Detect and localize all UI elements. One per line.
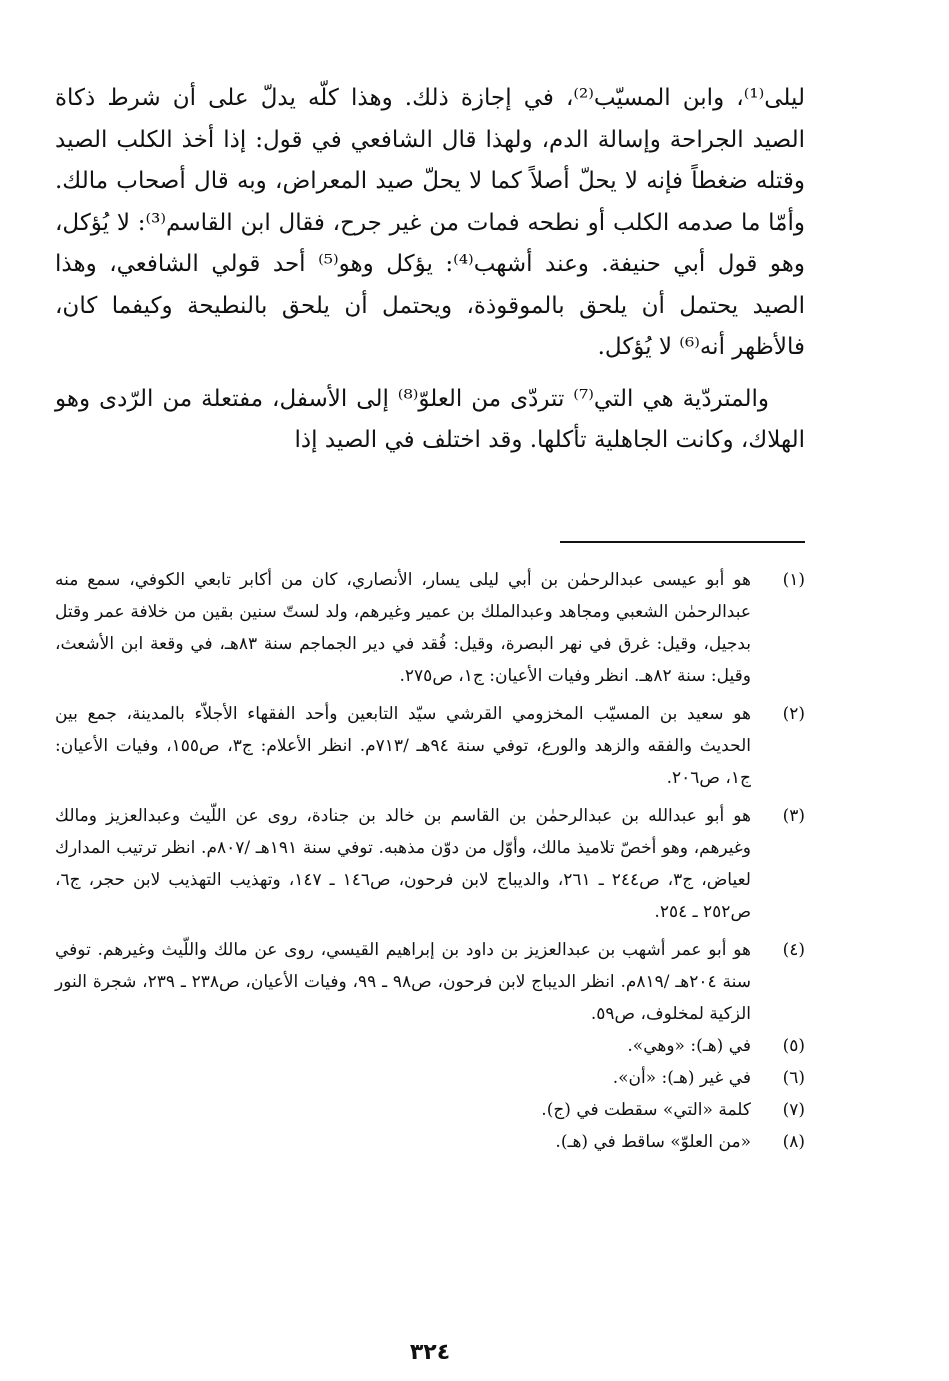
- footnote-4: [55, 934, 805, 1030]
- footnote-8: [55, 1126, 805, 1158]
- footnote-number: (٤): [782, 940, 805, 960]
- footnote-number: (٥): [782, 1036, 805, 1056]
- footnote-text: هو أبو عمر أشهب بن عبدالعزيز بن داود بن إبراهيم القيسي، روى عن مالك واللّيث وغيرهم. توفي سنة ٢٠٤هـ /٨١٩م. انظر الديباج لابن فرحون، ص٩٨ ـ ٩٩، وفيات الأعيان، ص٢٣٨ ـ ٢٣٩، شجرة النور الزكية لمخلوف، ص٥٩.: [55, 940, 751, 1024]
- footnote-number: (٧): [782, 1100, 805, 1120]
- footnote-3: [55, 800, 805, 928]
- paragraph-1: ليلى⁽¹⁾، وابن المسيّب⁽²⁾، في إجازة ذلك. وهذا كلّه يدلّ على أن شرط ذكاة الصيد الجراحة وإسالة الدم، ولهذا قال الشافعي في قول: إذا أخذ الكلب الصيد وقتله ضغطاً فإنه لا يحلّ أصلاً كما لا يحلّ صيد المعراض، وبه قال أصحاب مالك. وأمّا ما صدمه الكلب أو نطحه فمات من غير جرح، فقال ابن القاسم⁽³⁾: لا يُؤكل، وهو قول أبي حنيفة. وعند أشهب⁽⁴⁾: يؤكل وهو⁽⁵⁾ أحد قولي الشافعي، وهذا الصيد يحتمل أن يلحق بالموقوذة، ويحتمل أن يلحق بالنطيحة وكيفما كان، فالأظهر أنه⁽⁶⁾ لا يُؤكل.: [55, 85, 805, 360]
- main-text: [55, 78, 805, 462]
- footnote-text: «من العلوّ» ساقط في (هـ).: [555, 1132, 751, 1152]
- footnote-number: (٦): [782, 1068, 805, 1088]
- footnote-text: هو سعيد بن المسيّب المخزومي القرشي سيّد التابعين وأحد الفقهاء الأجلاّء بالمدينة، جمع بين الحديث والفقه والزهد والورع، توفي سنة ٩٤هـ /٧١٣م. انظر الأعلام: ج٣، ص١٥٥، وفيات الأعيان: ج١، ص٢٠٦.: [55, 704, 751, 788]
- footnote-2: [55, 698, 805, 794]
- footnote-7: [55, 1094, 805, 1126]
- footnote-text: في (هـ): «وهي».: [627, 1036, 751, 1056]
- footnote-number: (٣): [782, 806, 805, 826]
- footnote-text: في غير (هـ): «أن».: [612, 1068, 751, 1088]
- footnotes: [55, 564, 805, 1158]
- footnote-6: [55, 1062, 805, 1094]
- footnote-1: [55, 564, 805, 692]
- footnote-number: (١): [782, 570, 805, 590]
- footnote-separator: [560, 541, 805, 543]
- book-page: [55, 78, 805, 1368]
- footnote-text: كلمة «التي» سقطت في (ج).: [541, 1100, 751, 1120]
- footnote-number: (٨): [782, 1132, 805, 1152]
- paragraph-2: والمتردّية هي التي⁽⁷⁾ تتردّى من العلوّ⁽⁸⁾ إلى الأسفل، مفتعلة من الرّدى وهو الهلاك، وكانت الجاهلية تأكلها. وقد اختلف في الصيد إذا: [55, 385, 805, 453]
- footnote-number: (٢): [782, 704, 805, 724]
- page-number: ٣٢٤: [409, 1340, 451, 1365]
- footnote-text: هو أبو عبدالله بن عبدالرحمٰن بن القاسم بن خالد بن جنادة، روى عن اللّيث وعبدالعزيز ومالك وغيرهم، وهو أخصّ تلاميذ مالك، وأوّل من دوّن مذهبه. توفي سنة ١٩١هـ /٨٠٧م. انظر ترتيب المدارك لعياض، ج٣، ص٢٤٤ ـ ٢٦١، والديباج لابن فرحون، ص١٤٦ ـ ١٤٧، وتهذيب التهذيب لابن حجر، ج٦، ص٢٥٢ ـ ٢٥٤.: [55, 806, 752, 922]
- footnote-5: [55, 1030, 805, 1062]
- footnote-text: هو أبو عيسى عبدالرحمٰن بن أبي ليلى يسار، الأنصاري، كان من أكابر تابعي الكوفي، سمع منه عبدالرحمٰن الشعبي ومجاهد وعبدالملك بن عمير وغيرهم، ولد لستّ سنين بقين من خلافة عمر وقتل بدجيل، وقيل: غرق في نهر البصرة، وقيل: فُقد في دير الجماجم سنة ٨٣هـ، في وقعة ابن الأشعث، وقيل: سنة ٨٢هـ. انظر وفيات الأعيان: ج١، ص٢٧٥.: [55, 570, 751, 686]
